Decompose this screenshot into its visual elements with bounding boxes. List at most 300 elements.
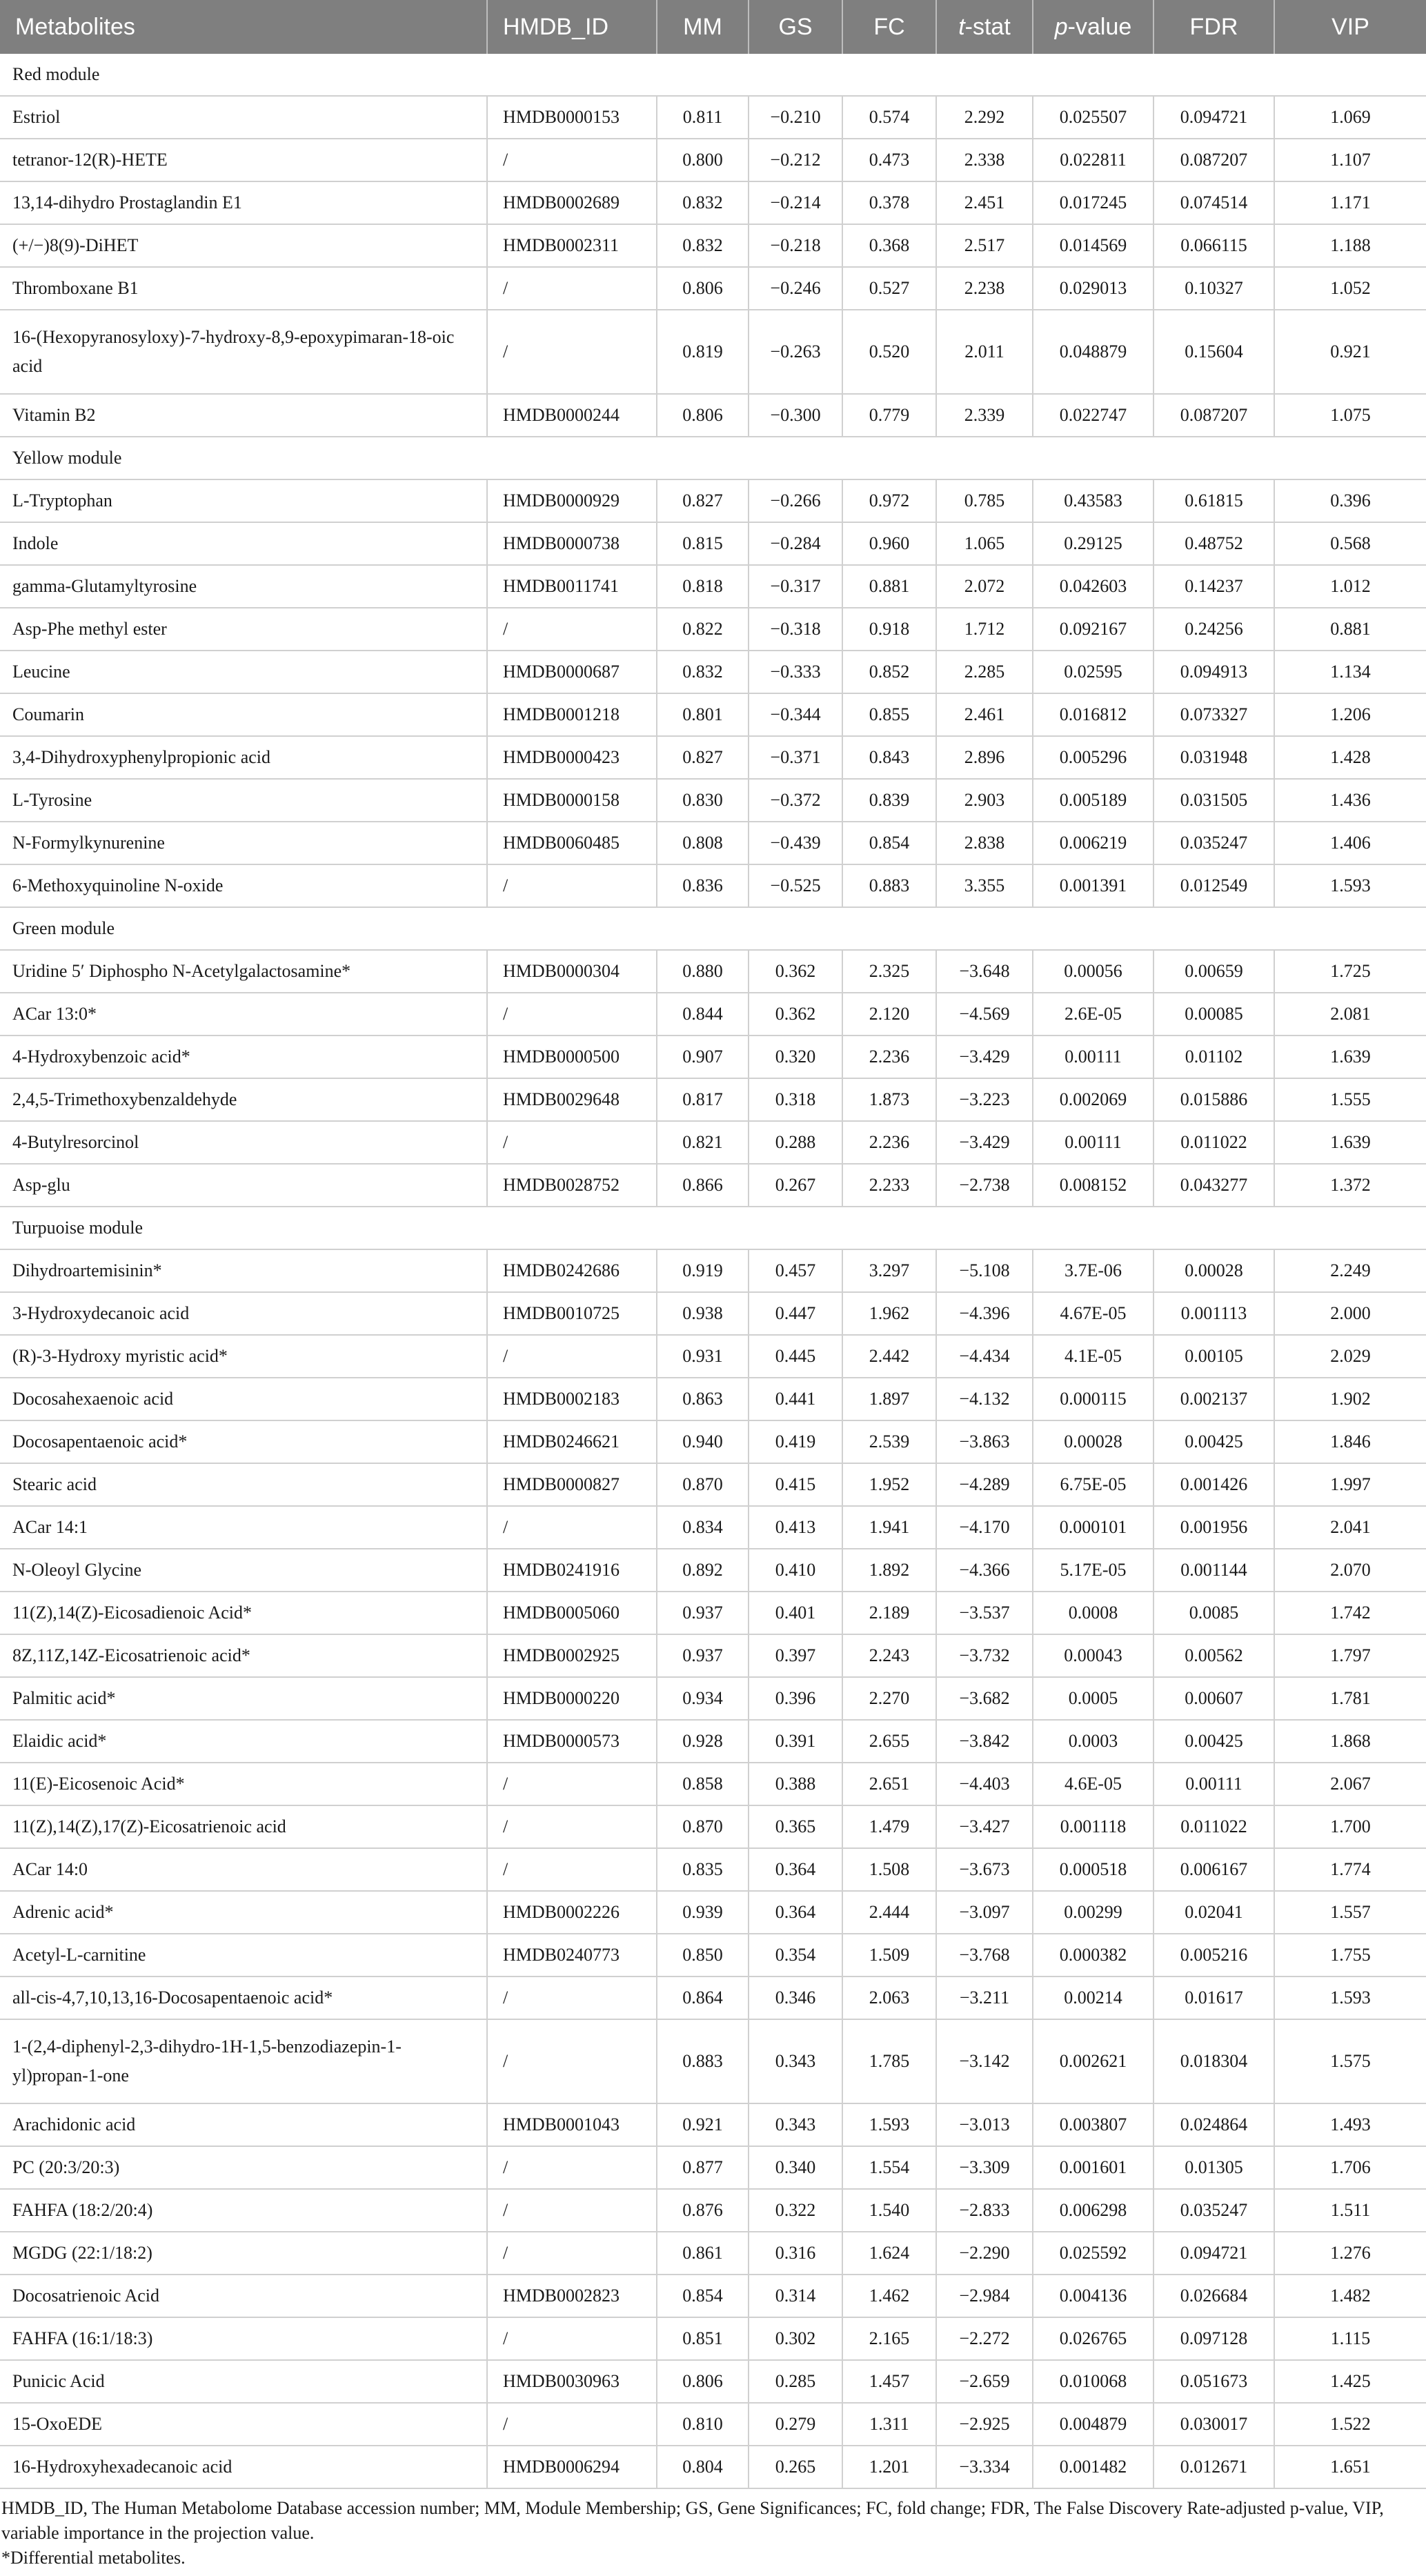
gs-cell: −0.344 (749, 693, 842, 736)
t-stat-cell: 2.517 (936, 224, 1033, 267)
metabolite-name-cell: Leucine (0, 651, 487, 693)
table-row (0, 736, 1426, 779)
gs-cell: −0.246 (749, 267, 842, 310)
fdr-cell: 0.01102 (1153, 1036, 1274, 1078)
t-stat-cell: −3.768 (936, 1934, 1033, 1976)
metabolite-name-cell: 3-Hydroxydecanoic acid (0, 1292, 487, 1335)
metabolite-name-cell: 15-OxoEDE (0, 2403, 487, 2446)
t-stat-cell: 2.072 (936, 565, 1033, 608)
table-row (0, 96, 1426, 139)
hmdb-id-cell: / (487, 267, 657, 310)
gs-cell: 0.285 (749, 2360, 842, 2403)
col-header-fdr: FDR (1153, 0, 1274, 54)
mm-cell: 0.870 (657, 1463, 749, 1506)
table-row (0, 1463, 1426, 1506)
p-value-cell: 0.0008 (1033, 1592, 1153, 1634)
vip-cell: 1.075 (1274, 394, 1426, 437)
metabolite-name-cell: 16-Hydroxyhexadecanoic acid (0, 2446, 487, 2488)
vip-cell: 1.725 (1274, 950, 1426, 993)
t-stat-cell: −2.272 (936, 2317, 1033, 2360)
table-row (0, 779, 1426, 822)
mm-cell: 0.863 (657, 1378, 749, 1420)
mm-cell: 0.806 (657, 394, 749, 437)
fdr-cell: 0.094913 (1153, 651, 1274, 693)
p-value-cell: 0.02595 (1033, 651, 1153, 693)
fdr-cell: 0.097128 (1153, 2317, 1274, 2360)
vip-cell: 0.568 (1274, 522, 1426, 565)
gs-cell: 0.397 (749, 1634, 842, 1677)
p-value-cell: 6.75E-05 (1033, 1463, 1153, 1506)
gs-cell: −0.214 (749, 181, 842, 224)
fc-cell: 2.325 (842, 950, 936, 993)
t-stat-cell: −4.289 (936, 1463, 1033, 1506)
table-row (0, 479, 1426, 522)
metabolite-name-cell: Punicic Acid (0, 2360, 487, 2403)
p-value-cell: 0.00214 (1033, 1976, 1153, 2019)
p-value-cell: 0.025592 (1033, 2232, 1153, 2275)
p-value-cell: 0.016812 (1033, 693, 1153, 736)
vip-cell: 1.436 (1274, 779, 1426, 822)
fdr-cell: 0.00659 (1153, 950, 1274, 993)
gs-cell: 0.318 (749, 1078, 842, 1121)
p-value-cell: 0.001118 (1033, 1805, 1153, 1848)
hmdb-id-cell: / (487, 1506, 657, 1549)
mm-cell: 0.832 (657, 651, 749, 693)
hmdb-id-cell: / (487, 2146, 657, 2189)
vip-cell: 1.651 (1274, 2446, 1426, 2488)
table-row (0, 1677, 1426, 1720)
fc-cell: 1.785 (842, 2019, 936, 2103)
gs-cell: 0.267 (749, 1164, 842, 1207)
metabolite-name-cell: all-cis-4,7,10,13,16-Docosapentaenoic acid* (0, 1976, 487, 2019)
p-value-cell: 0.000518 (1033, 1848, 1153, 1891)
gs-cell: 0.447 (749, 1292, 842, 1335)
fc-cell: 1.508 (842, 1848, 936, 1891)
gs-cell: −0.372 (749, 779, 842, 822)
fdr-cell: 0.012549 (1153, 864, 1274, 907)
gs-cell: −0.263 (749, 310, 842, 394)
vip-cell: 1.276 (1274, 2232, 1426, 2275)
hmdb-id-cell: HMDB0000244 (487, 394, 657, 437)
fdr-cell: 0.02041 (1153, 1891, 1274, 1934)
gs-cell: −0.212 (749, 139, 842, 181)
mm-cell: 0.883 (657, 2019, 749, 2103)
gs-cell: 0.343 (749, 2103, 842, 2146)
table-row (0, 950, 1426, 993)
t-stat-cell: 2.285 (936, 651, 1033, 693)
fc-cell: 1.952 (842, 1463, 936, 1506)
vip-cell: 0.921 (1274, 310, 1426, 394)
fdr-cell: 0.00028 (1153, 1249, 1274, 1292)
p-value-cell: 0.048879 (1033, 310, 1153, 394)
gs-cell: 0.391 (749, 1720, 842, 1763)
gs-cell: 0.279 (749, 2403, 842, 2446)
fdr-cell: 0.00562 (1153, 1634, 1274, 1677)
metabolite-name-cell: Palmitic acid* (0, 1677, 487, 1720)
footnote-differential: *Differential metabolites. (1, 2548, 186, 2568)
table-row (0, 2232, 1426, 2275)
hmdb-id-cell: HMDB0010725 (487, 1292, 657, 1335)
fdr-cell: 0.00425 (1153, 1420, 1274, 1463)
vip-cell: 1.557 (1274, 1891, 1426, 1934)
table-footnotes (1, 2496, 1423, 2570)
metabolite-name-cell: Acetyl-L-carnitine (0, 1934, 487, 1976)
fdr-cell: 0.00111 (1153, 1763, 1274, 1805)
metabolite-name-cell: Indole (0, 522, 487, 565)
fc-cell: 0.854 (842, 822, 936, 864)
mm-cell: 0.811 (657, 96, 749, 139)
fc-cell: 1.892 (842, 1549, 936, 1592)
fdr-cell: 0.035247 (1153, 822, 1274, 864)
table-row (0, 2275, 1426, 2317)
metabolite-name-cell: L-Tryptophan (0, 479, 487, 522)
gs-cell: −0.218 (749, 224, 842, 267)
fc-cell: 1.509 (842, 1934, 936, 1976)
table-row (0, 522, 1426, 565)
table-row (0, 1164, 1426, 1207)
gs-cell: 0.302 (749, 2317, 842, 2360)
metabolite-name-cell: Dihydroartemisinin* (0, 1249, 487, 1292)
fc-cell: 2.236 (842, 1036, 936, 1078)
table-row (0, 267, 1426, 310)
table-row (0, 2317, 1426, 2360)
fdr-cell: 0.24256 (1153, 608, 1274, 651)
fc-cell: 0.881 (842, 565, 936, 608)
hmdb-id-cell: HMDB0002183 (487, 1378, 657, 1420)
fdr-cell: 0.030017 (1153, 2403, 1274, 2446)
fc-cell: 2.270 (842, 1677, 936, 1720)
fdr-cell: 0.005216 (1153, 1934, 1274, 1976)
fdr-cell: 0.011022 (1153, 1121, 1274, 1164)
vip-cell: 0.881 (1274, 608, 1426, 651)
mm-cell: 0.827 (657, 736, 749, 779)
p-value-cell: 0.000101 (1033, 1506, 1153, 1549)
hmdb-id-cell: HMDB0000500 (487, 1036, 657, 1078)
hmdb-id-cell: HMDB0002925 (487, 1634, 657, 1677)
metabolite-name-cell: FAHFA (16:1/18:3) (0, 2317, 487, 2360)
module-name: Turpuoise module (0, 1207, 1426, 1249)
vip-cell: 1.593 (1274, 864, 1426, 907)
vip-cell: 1.846 (1274, 1420, 1426, 1463)
t-stat-cell: −3.223 (936, 1078, 1033, 1121)
fc-cell: 2.442 (842, 1335, 936, 1378)
header-row (0, 0, 1426, 54)
fc-cell: 2.233 (842, 1164, 936, 1207)
table-row (0, 394, 1426, 437)
vip-cell: 1.706 (1274, 2146, 1426, 2189)
vip-cell: 1.868 (1274, 1720, 1426, 1763)
gs-cell: −0.439 (749, 822, 842, 864)
fdr-cell: 0.61815 (1153, 479, 1274, 522)
fdr-cell: 0.094721 (1153, 2232, 1274, 2275)
hmdb-id-cell: HMDB0000153 (487, 96, 657, 139)
fc-cell: 3.297 (842, 1249, 936, 1292)
mm-cell: 0.850 (657, 1934, 749, 1976)
metabolite-name-cell: 1-(2,4-diphenyl-2,3-dihydro-1H-1,5-benzodiazepin-1-yl)propan-1-one (0, 2019, 487, 2103)
mm-cell: 0.844 (657, 993, 749, 1036)
table-row (0, 1420, 1426, 1463)
fc-cell: 1.941 (842, 1506, 936, 1549)
col-header-hmdb-id: HMDB_ID (487, 0, 657, 54)
hmdb-id-cell: / (487, 1121, 657, 1164)
vip-cell: 1.797 (1274, 1634, 1426, 1677)
hmdb-id-cell: / (487, 2189, 657, 2232)
gs-cell: 0.316 (749, 2232, 842, 2275)
gs-cell: 0.343 (749, 2019, 842, 2103)
fdr-cell: 0.00607 (1153, 1677, 1274, 1720)
fdr-cell: 0.011022 (1153, 1805, 1274, 1848)
mm-cell: 0.810 (657, 2403, 749, 2446)
module-header-row (0, 437, 1426, 479)
p-value-cell: 0.026765 (1033, 2317, 1153, 2360)
mm-cell: 0.801 (657, 693, 749, 736)
p-value-cell: 2.6E-05 (1033, 993, 1153, 1036)
mm-cell: 0.806 (657, 267, 749, 310)
p-value-cell: 0.042603 (1033, 565, 1153, 608)
metabolite-name-cell: 11(Z),14(Z),17(Z)-Eicosatrienoic acid (0, 1805, 487, 1848)
gs-cell: −0.266 (749, 479, 842, 522)
t-stat-cell: −2.290 (936, 2232, 1033, 2275)
hmdb-id-cell: HMDB0001218 (487, 693, 657, 736)
t-stat-cell: −3.429 (936, 1036, 1033, 1078)
vip-cell: 1.593 (1274, 1976, 1426, 2019)
t-stat-cell: 2.011 (936, 310, 1033, 394)
mm-cell: 0.937 (657, 1634, 749, 1677)
fdr-cell: 0.031948 (1153, 736, 1274, 779)
fc-cell: 0.473 (842, 139, 936, 181)
t-stat-cell: 2.339 (936, 394, 1033, 437)
mm-cell: 0.934 (657, 1677, 749, 1720)
hmdb-id-cell: / (487, 2232, 657, 2275)
mm-cell: 0.876 (657, 2189, 749, 2232)
fc-cell: 0.527 (842, 267, 936, 310)
vip-cell: 1.052 (1274, 267, 1426, 310)
p-value-cell: 0.008152 (1033, 1164, 1153, 1207)
hmdb-id-cell: HMDB0002823 (487, 2275, 657, 2317)
p-value-cell: 0.029013 (1033, 267, 1153, 310)
mm-cell: 0.822 (657, 608, 749, 651)
mm-cell: 0.880 (657, 950, 749, 993)
table-row (0, 2403, 1426, 2446)
metabolite-name-cell: N-Formylkynurenine (0, 822, 487, 864)
gs-cell: 0.415 (749, 1463, 842, 1506)
metabolite-name-cell: ACar 14:0 (0, 1848, 487, 1891)
metabolite-name-cell: (R)-3-Hydroxy myristic acid* (0, 1335, 487, 1378)
p-value-cell: 0.003807 (1033, 2103, 1153, 2146)
t-stat-cell: −3.429 (936, 1121, 1033, 1164)
hmdb-id-cell: HMDB0000423 (487, 736, 657, 779)
fdr-cell: 0.10327 (1153, 267, 1274, 310)
fdr-cell: 0.001426 (1153, 1463, 1274, 1506)
t-stat-cell: −2.984 (936, 2275, 1033, 2317)
hmdb-id-cell: / (487, 1976, 657, 2019)
t-stat-cell: 2.461 (936, 693, 1033, 736)
vip-cell: 1.781 (1274, 1677, 1426, 1720)
t-stat-cell: 2.896 (936, 736, 1033, 779)
metabolite-name-cell: Arachidonic acid (0, 2103, 487, 2146)
fdr-cell: 0.094721 (1153, 96, 1274, 139)
mm-cell: 0.938 (657, 1292, 749, 1335)
hmdb-id-cell: HMDB0028752 (487, 1164, 657, 1207)
vip-cell: 1.406 (1274, 822, 1426, 864)
fc-cell: 2.655 (842, 1720, 936, 1763)
col-header-t-stat: t-stat (936, 0, 1033, 54)
fc-cell: 2.063 (842, 1976, 936, 2019)
mm-cell: 0.866 (657, 1164, 749, 1207)
fc-cell: 1.540 (842, 2189, 936, 2232)
p-value-cell: 0.010068 (1033, 2360, 1153, 2403)
metabolite-name-cell: N-Oleoyl Glycine (0, 1549, 487, 1592)
t-stat-cell: −4.366 (936, 1549, 1033, 1592)
p-value-cell: 0.00299 (1033, 1891, 1153, 1934)
vip-cell: 2.041 (1274, 1506, 1426, 1549)
t-stat-cell: 1.712 (936, 608, 1033, 651)
mm-cell: 0.832 (657, 181, 749, 224)
gs-cell: 0.362 (749, 993, 842, 1036)
fdr-cell: 0.087207 (1153, 394, 1274, 437)
metabolite-name-cell: MGDG (22:1/18:2) (0, 2232, 487, 2275)
p-value-cell: 0.006219 (1033, 822, 1153, 864)
mm-cell: 0.919 (657, 1249, 749, 1292)
hmdb-id-cell: HMDB0240773 (487, 1934, 657, 1976)
t-stat-cell: −2.833 (936, 2189, 1033, 2232)
fc-cell: 1.873 (842, 1078, 936, 1121)
metabolite-name-cell: Stearic acid (0, 1463, 487, 1506)
p-value-cell: 4.1E-05 (1033, 1335, 1153, 1378)
table-row (0, 1506, 1426, 1549)
gs-cell: 0.364 (749, 1848, 842, 1891)
p-value-cell: 0.092167 (1033, 608, 1153, 651)
fc-cell: 2.539 (842, 1420, 936, 1463)
table-row (0, 2146, 1426, 2189)
metabolite-name-cell: Thromboxane B1 (0, 267, 487, 310)
vip-cell: 1.493 (1274, 2103, 1426, 2146)
table-row (0, 1249, 1426, 1292)
table-row (0, 1720, 1426, 1763)
gs-cell: 0.388 (749, 1763, 842, 1805)
gs-cell: 0.401 (749, 1592, 842, 1634)
t-stat-cell: −3.211 (936, 1976, 1033, 2019)
metabolite-name-cell: 11(E)-Eicosenoic Acid* (0, 1763, 487, 1805)
vip-cell: 1.522 (1274, 2403, 1426, 2446)
metabolite-name-cell: ACar 14:1 (0, 1506, 487, 1549)
fdr-cell: 0.043277 (1153, 1164, 1274, 1207)
mm-cell: 0.940 (657, 1420, 749, 1463)
vip-cell: 1.742 (1274, 1592, 1426, 1634)
module-name: Red module (0, 54, 1426, 96)
vip-cell: 1.188 (1274, 224, 1426, 267)
fdr-cell: 0.00425 (1153, 1720, 1274, 1763)
t-stat-cell: −3.682 (936, 1677, 1033, 1720)
t-stat-cell: −3.013 (936, 2103, 1033, 2146)
col-header-metabolites: Metabolites (0, 0, 487, 54)
gs-cell: 0.457 (749, 1249, 842, 1292)
gs-cell: 0.288 (749, 1121, 842, 1164)
gs-cell: −0.284 (749, 522, 842, 565)
vip-cell: 1.997 (1274, 1463, 1426, 1506)
fc-cell: 1.201 (842, 2446, 936, 2488)
mm-cell: 0.931 (657, 1335, 749, 1378)
hmdb-id-cell: HMDB0000827 (487, 1463, 657, 1506)
fdr-cell: 0.14237 (1153, 565, 1274, 608)
p-value-cell: 0.025507 (1033, 96, 1153, 139)
p-value-cell: 0.00028 (1033, 1420, 1153, 1463)
p-value-cell: 5.17E-05 (1033, 1549, 1153, 1592)
t-stat-cell: −3.334 (936, 2446, 1033, 2488)
fc-cell: 0.918 (842, 608, 936, 651)
gs-cell: 0.314 (749, 2275, 842, 2317)
fdr-cell: 0.0085 (1153, 1592, 1274, 1634)
fc-cell: 0.378 (842, 181, 936, 224)
gs-cell: 0.419 (749, 1420, 842, 1463)
hmdb-id-cell: / (487, 1805, 657, 1848)
gs-cell: 0.365 (749, 1805, 842, 1848)
table-row (0, 2446, 1426, 2488)
fdr-cell: 0.051673 (1153, 2360, 1274, 2403)
vip-cell: 1.639 (1274, 1121, 1426, 1164)
hmdb-id-cell: / (487, 2019, 657, 2103)
p-value-cell: 0.002069 (1033, 1078, 1153, 1121)
t-stat-cell: 2.292 (936, 96, 1033, 139)
mm-cell: 0.928 (657, 1720, 749, 1763)
fdr-cell: 0.001956 (1153, 1506, 1274, 1549)
fc-cell: 1.311 (842, 2403, 936, 2446)
t-stat-cell: 2.451 (936, 181, 1033, 224)
t-stat-cell: 3.355 (936, 864, 1033, 907)
gs-cell: −0.317 (749, 565, 842, 608)
fdr-cell: 0.48752 (1153, 522, 1274, 565)
mm-cell: 0.806 (657, 2360, 749, 2403)
table-row (0, 2360, 1426, 2403)
footnote-abbreviations: HMDB_ID, The Human Metabolome Database accession number; MM, Module Membership; GS, Gene Significances; FC, fold change; FDR, The False Discovery Rate-adjusted p-value, VIP, variable importance in the projection value. (1, 2498, 1384, 2543)
hmdb-id-cell: HMDB0002226 (487, 1891, 657, 1934)
hmdb-id-cell: HMDB0030963 (487, 2360, 657, 2403)
fdr-cell: 0.073327 (1153, 693, 1274, 736)
fc-cell: 1.593 (842, 2103, 936, 2146)
table-row (0, 1805, 1426, 1848)
fc-cell: 0.839 (842, 779, 936, 822)
fc-cell: 1.479 (842, 1805, 936, 1848)
t-stat-cell: −2.925 (936, 2403, 1033, 2446)
p-value-cell: 0.000382 (1033, 1934, 1153, 1976)
mm-cell: 0.830 (657, 779, 749, 822)
table-row (0, 1078, 1426, 1121)
t-stat-cell: 0.785 (936, 479, 1033, 522)
mm-cell: 0.818 (657, 565, 749, 608)
mm-cell: 0.854 (657, 2275, 749, 2317)
mm-cell: 0.808 (657, 822, 749, 864)
t-stat-cell: −2.738 (936, 1164, 1033, 1207)
t-stat-cell: −3.427 (936, 1805, 1033, 1848)
metabolite-name-cell: 8Z,11Z,14Z-Eicosatrienoic acid* (0, 1634, 487, 1677)
col-header-vip: VIP (1274, 0, 1426, 54)
p-value-cell: 0.004136 (1033, 2275, 1153, 2317)
table-row (0, 651, 1426, 693)
vip-cell: 2.067 (1274, 1763, 1426, 1805)
vip-cell: 1.511 (1274, 2189, 1426, 2232)
table-row (0, 864, 1426, 907)
fc-cell: 0.779 (842, 394, 936, 437)
fdr-cell: 0.006167 (1153, 1848, 1274, 1891)
fdr-cell: 0.026684 (1153, 2275, 1274, 2317)
metabolite-name-cell: Docosahexaenoic acid (0, 1378, 487, 1420)
metabolite-name-cell: FAHFA (18:2/20:4) (0, 2189, 487, 2232)
table-row (0, 1121, 1426, 1164)
fc-cell: 2.236 (842, 1121, 936, 1164)
fdr-cell: 0.031505 (1153, 779, 1274, 822)
hmdb-id-cell: HMDB0011741 (487, 565, 657, 608)
vip-cell: 1.425 (1274, 2360, 1426, 2403)
